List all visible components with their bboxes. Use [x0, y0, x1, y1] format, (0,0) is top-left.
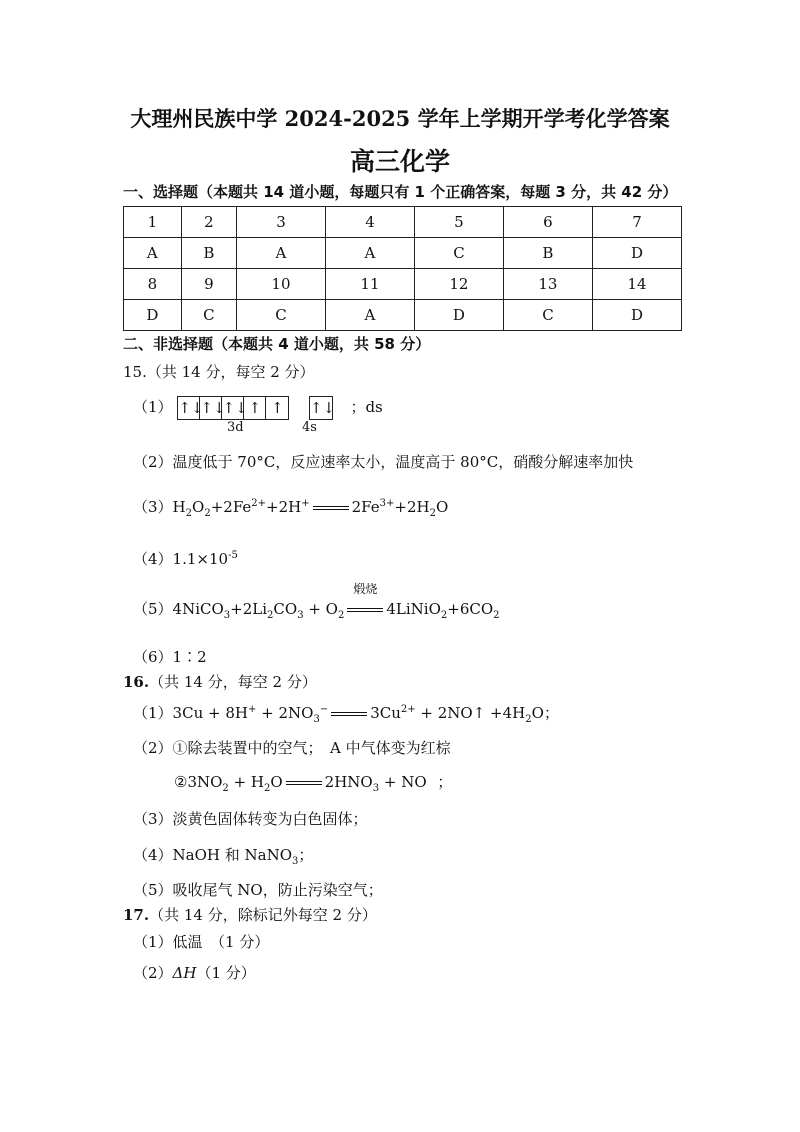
q17-part2: （2）ΔH（1 分）: [133, 964, 256, 982]
orbital-4s-box: [309, 396, 336, 420]
equation-no2-water: $3NO_2 + H_2O$ $2HNO_3$ + NO: [187, 773, 427, 794]
calcination-condition: 煅烧: [353, 582, 378, 596]
table-cell: 11: [325, 269, 414, 300]
orbital-3d-label: 3d: [227, 420, 244, 435]
q15-part1: [133, 396, 383, 420]
q16-header: 16.（共 14 分，每空 2 分）: [123, 673, 317, 691]
q15-part6: （6）1∶2: [133, 648, 207, 666]
q16-part5: （5）吸收尾气 NO，防止污染空气；: [133, 881, 383, 899]
q16-part4: （4）NaOH 和 NaNO$_3$；: [133, 846, 314, 867]
table-cell: D: [124, 300, 182, 331]
table-cell: 9: [181, 269, 236, 300]
table-row: [124, 238, 682, 269]
table-cell: 1: [124, 207, 182, 238]
table-cell: 8: [124, 269, 182, 300]
section1-heading: 一、选择题（本题共 14 道小题，每题只有 1 个正确答案，每题 3 分，共 42 分）: [123, 183, 678, 201]
table-cell: D: [592, 300, 681, 331]
orbital-cell: ↑↓: [178, 399, 204, 417]
orbital-cell: ↑↓: [222, 399, 248, 417]
orbital-cell: ↑↓: [200, 399, 226, 417]
table-cell: 13: [503, 269, 592, 300]
equation-cu-nitric: $3Cu + 8H^+ + 2NO_3^-$ $3Cu^{2+}$ + 2NO↑ $+4H_2O$: [172, 704, 544, 725]
q15-p1-label: （1）: [133, 398, 173, 416]
q16-part2b: $②3NO_2 + H_2O$ $2HNO_3$ + NO ；: [174, 773, 453, 794]
answer-table: [123, 206, 682, 331]
q15-part4: $(4)1.1\times 10^{-5}$: [133, 550, 238, 568]
table-cell: 3: [236, 207, 325, 238]
table-cell: B: [503, 238, 592, 269]
orbital-4s-label: 4s: [302, 420, 317, 435]
q16-part1: $(1)3Cu + 8H^+ + 2NO_3^-$ $3Cu^{2+}$ + 2NO↑ $+4H_2O$；: [133, 704, 559, 725]
table-cell: C: [181, 300, 236, 331]
orbital-cell: ↑↓: [309, 399, 336, 417]
q16-part3: （3）淡黄色固体转变为白色固体；: [133, 810, 368, 828]
orbital-3d-box: [177, 396, 289, 420]
table-cell: B: [181, 238, 236, 269]
orbital-cell: ↑: [244, 397, 266, 419]
q17-part1: （1）低温 （1 分）: [133, 933, 270, 951]
table-cell: C: [236, 300, 325, 331]
table-cell: 14: [592, 269, 681, 300]
table-cell: D: [414, 300, 503, 331]
page-title: 大理州民族中学 2024-2025 学年上学期开学考化学答案: [130, 106, 670, 131]
table-cell: A: [124, 238, 182, 269]
table-row: [124, 269, 682, 300]
table-cell: 12: [414, 269, 503, 300]
equation-fe-oxidation: $H_2O_2+2Fe^{2+}+2H^+$ $2Fe^{3+}+2H_2O$: [172, 498, 449, 519]
table-cell: 7: [592, 207, 681, 238]
orbital-cell: ↑: [271, 399, 284, 417]
q15-part3: $(3)H_2O_2+2Fe^{2+}+2H^+$ $2Fe^{3+}+2H_2O$: [133, 498, 449, 519]
q17-header: 17.（共 14 分，除标记外每空 2 分）: [123, 906, 377, 924]
table-cell: 6: [503, 207, 592, 238]
table-cell: 4: [325, 207, 414, 238]
table-cell: C: [503, 300, 592, 331]
table-cell: A: [325, 238, 414, 269]
q15-header: 15.（共 14 分，每空 2 分）: [123, 363, 315, 381]
q15-p1-tail: ；ds: [350, 398, 383, 416]
q15-part5: $(5)4NiCO_3+2Li_2CO_3 + O_2$ 煅烧 $4LiNiO_2+6CO_2$: [133, 582, 500, 621]
table-cell: D: [592, 238, 681, 269]
table-cell: 10: [236, 269, 325, 300]
table-row: [124, 207, 682, 238]
equation-calcination: $4NiCO_3+2Li_2CO_3 + O_2$ 煅烧 $4LiNiO_2+6CO_2$: [172, 582, 500, 621]
table-cell: A: [325, 300, 414, 331]
q16-part2: （2）①除去装置中的空气； A 中气体变为红棕: [133, 739, 451, 757]
page-subtitle: 高三化学: [349, 147, 450, 176]
table-cell: 2: [181, 207, 236, 238]
table-cell: 5: [414, 207, 503, 238]
q15-part2: （2）温度低于 70°C，反应速率太小，温度高于 80°C，硝酸分解速率加快: [133, 453, 634, 471]
table-cell: C: [414, 238, 503, 269]
table-row: [124, 300, 682, 331]
table-cell: A: [236, 238, 325, 269]
section2-heading: 二、非选择题（本题共 4 道小题，共 58 分）: [123, 335, 431, 353]
